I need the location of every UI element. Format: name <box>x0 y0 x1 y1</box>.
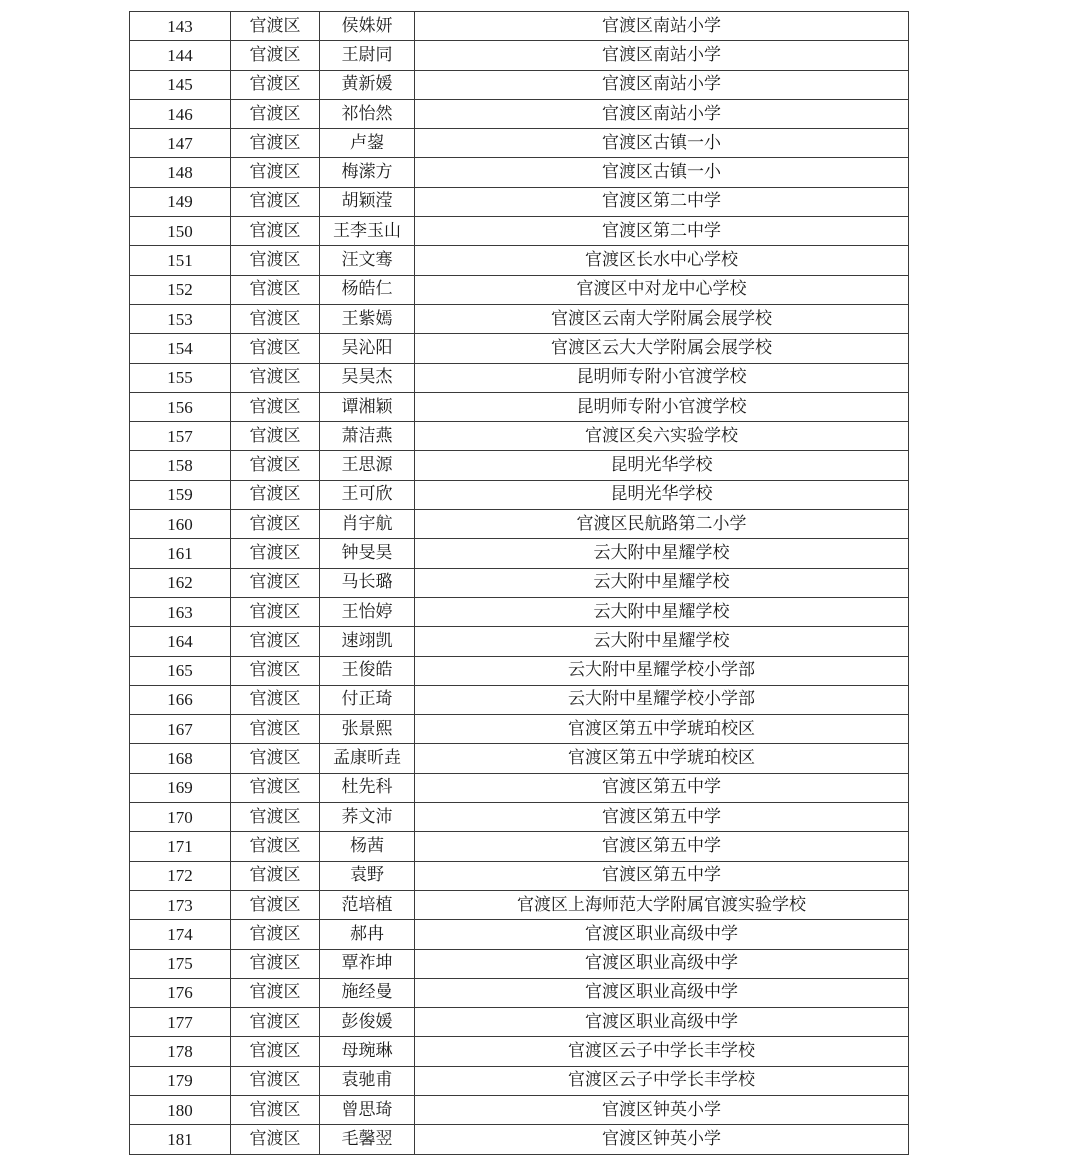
school-cell: 官渡区中对龙中心学校 <box>415 275 909 304</box>
district-cell: 官渡区 <box>231 392 320 421</box>
school-cell: 官渡区职业高级中学 <box>415 978 909 1007</box>
serial-number-cell: 163 <box>130 597 231 626</box>
school-cell: 官渡区民航路第二小学 <box>415 510 909 539</box>
district-cell: 官渡区 <box>231 510 320 539</box>
serial-number-cell: 156 <box>130 392 231 421</box>
serial-number-cell: 171 <box>130 832 231 861</box>
school-cell: 昆明师专附小官渡学校 <box>415 363 909 392</box>
serial-number-cell: 179 <box>130 1066 231 1095</box>
table-row <box>130 41 909 70</box>
school-cell: 官渡区南站小学 <box>415 41 909 70</box>
district-cell: 官渡区 <box>231 920 320 949</box>
student-name-cell: 侯姝妍 <box>320 12 415 41</box>
district-cell: 官渡区 <box>231 41 320 70</box>
table-row <box>130 392 909 421</box>
table-row <box>130 715 909 744</box>
district-cell: 官渡区 <box>231 70 320 99</box>
table-row <box>130 1125 909 1154</box>
school-cell: 官渡区古镇一小 <box>415 129 909 158</box>
serial-number-cell: 153 <box>130 304 231 333</box>
serial-number-cell: 146 <box>130 99 231 128</box>
school-cell: 官渡区第二中学 <box>415 187 909 216</box>
district-cell: 官渡区 <box>231 832 320 861</box>
student-name-cell: 卢鋆 <box>320 129 415 158</box>
table-row <box>130 12 909 41</box>
student-name-cell: 萧洁燕 <box>320 422 415 451</box>
district-cell: 官渡区 <box>231 1095 320 1124</box>
student-name-cell: 黄新媛 <box>320 70 415 99</box>
serial-number-cell: 147 <box>130 129 231 158</box>
table-row <box>130 539 909 568</box>
school-cell: 官渡区钟英小学 <box>415 1125 909 1154</box>
student-name-cell: 梅潆方 <box>320 158 415 187</box>
student-name-cell: 胡颖滢 <box>320 187 415 216</box>
serial-number-cell: 159 <box>130 480 231 509</box>
serial-number-cell: 149 <box>130 187 231 216</box>
table-row <box>130 70 909 99</box>
student-name-cell: 付正琦 <box>320 685 415 714</box>
student-name-cell: 肖宇航 <box>320 510 415 539</box>
student-name-cell: 母琬琳 <box>320 1037 415 1066</box>
school-cell: 官渡区第五中学 <box>415 803 909 832</box>
serial-number-cell: 154 <box>130 334 231 363</box>
district-cell: 官渡区 <box>231 187 320 216</box>
serial-number-cell: 174 <box>130 920 231 949</box>
district-cell: 官渡区 <box>231 1037 320 1066</box>
district-cell: 官渡区 <box>231 480 320 509</box>
school-cell: 昆明师专附小官渡学校 <box>415 392 909 421</box>
table-row <box>130 510 909 539</box>
school-cell: 官渡区上海师范大学附属官渡实验学校 <box>415 890 909 919</box>
serial-number-cell: 152 <box>130 275 231 304</box>
district-cell: 官渡区 <box>231 685 320 714</box>
student-name-cell: 王思源 <box>320 451 415 480</box>
school-cell: 官渡区第五中学琥珀校区 <box>415 744 909 773</box>
serial-number-cell: 176 <box>130 978 231 1007</box>
table-row <box>130 275 909 304</box>
district-cell: 官渡区 <box>231 217 320 246</box>
serial-number-cell: 145 <box>130 70 231 99</box>
serial-number-cell: 143 <box>130 12 231 41</box>
school-cell: 官渡区第五中学 <box>415 832 909 861</box>
serial-number-cell: 158 <box>130 451 231 480</box>
serial-number-cell: 155 <box>130 363 231 392</box>
school-cell: 官渡区南站小学 <box>415 70 909 99</box>
district-cell: 官渡区 <box>231 978 320 1007</box>
table-row <box>130 803 909 832</box>
serial-number-cell: 181 <box>130 1125 231 1154</box>
school-cell: 官渡区第二中学 <box>415 217 909 246</box>
district-cell: 官渡区 <box>231 246 320 275</box>
serial-number-cell: 169 <box>130 773 231 802</box>
school-cell: 云大附中星耀学校 <box>415 568 909 597</box>
table-row <box>130 568 909 597</box>
table-row <box>130 1037 909 1066</box>
student-name-cell: 施经曼 <box>320 978 415 1007</box>
district-cell: 官渡区 <box>231 656 320 685</box>
table-row <box>130 246 909 275</box>
table-row <box>130 978 909 1007</box>
serial-number-cell: 177 <box>130 1008 231 1037</box>
district-cell: 官渡区 <box>231 890 320 919</box>
table-row <box>130 99 909 128</box>
table-row <box>130 949 909 978</box>
student-name-cell: 袁驰甫 <box>320 1066 415 1095</box>
table-row <box>130 627 909 656</box>
district-cell: 官渡区 <box>231 744 320 773</box>
school-cell: 官渡区第五中学琥珀校区 <box>415 715 909 744</box>
school-cell: 官渡区南站小学 <box>415 99 909 128</box>
student-name-cell: 祁怡然 <box>320 99 415 128</box>
table-row <box>130 773 909 802</box>
school-cell: 官渡区南站小学 <box>415 12 909 41</box>
district-cell: 官渡区 <box>231 568 320 597</box>
school-cell: 云大附中星耀学校小学部 <box>415 656 909 685</box>
serial-number-cell: 178 <box>130 1037 231 1066</box>
table-row <box>130 334 909 363</box>
district-cell: 官渡区 <box>231 949 320 978</box>
serial-number-cell: 160 <box>130 510 231 539</box>
school-cell: 云大附中星耀学校 <box>415 597 909 626</box>
student-name-cell: 钟旻昊 <box>320 539 415 568</box>
table-row <box>130 1066 909 1095</box>
student-name-cell: 吴昊杰 <box>320 363 415 392</box>
table-row <box>130 129 909 158</box>
school-cell: 官渡区第五中学 <box>415 773 909 802</box>
school-cell: 官渡区矣六实验学校 <box>415 422 909 451</box>
student-name-cell: 王怡婷 <box>320 597 415 626</box>
student-name-cell: 郝冉 <box>320 920 415 949</box>
student-name-cell: 王俊皓 <box>320 656 415 685</box>
student-name-cell: 曾思琦 <box>320 1095 415 1124</box>
serial-number-cell: 168 <box>130 744 231 773</box>
district-cell: 官渡区 <box>231 861 320 890</box>
table-row <box>130 158 909 187</box>
district-cell: 官渡区 <box>231 627 320 656</box>
table-row <box>130 861 909 890</box>
table-row <box>130 890 909 919</box>
district-cell: 官渡区 <box>231 597 320 626</box>
school-cell: 官渡区云南大学附属会展学校 <box>415 304 909 333</box>
district-cell: 官渡区 <box>231 334 320 363</box>
serial-number-cell: 175 <box>130 949 231 978</box>
table-row <box>130 920 909 949</box>
serial-number-cell: 144 <box>130 41 231 70</box>
table-row <box>130 422 909 451</box>
table-row <box>130 480 909 509</box>
school-cell: 官渡区职业高级中学 <box>415 920 909 949</box>
school-cell: 官渡区职业高级中学 <box>415 949 909 978</box>
student-name-cell: 吴沁阳 <box>320 334 415 363</box>
student-name-cell: 杜先科 <box>320 773 415 802</box>
table-row <box>130 685 909 714</box>
school-cell: 官渡区云子中学长丰学校 <box>415 1066 909 1095</box>
school-cell: 官渡区职业高级中学 <box>415 1008 909 1037</box>
table-row <box>130 451 909 480</box>
serial-number-cell: 165 <box>130 656 231 685</box>
district-cell: 官渡区 <box>231 803 320 832</box>
school-cell: 官渡区云大大学附属会展学校 <box>415 334 909 363</box>
district-cell: 官渡区 <box>231 129 320 158</box>
school-cell: 昆明光华学校 <box>415 451 909 480</box>
student-name-cell: 覃祚坤 <box>320 949 415 978</box>
district-cell: 官渡区 <box>231 1125 320 1154</box>
district-cell: 官渡区 <box>231 422 320 451</box>
school-cell: 官渡区第五中学 <box>415 861 909 890</box>
serial-number-cell: 170 <box>130 803 231 832</box>
serial-number-cell: 164 <box>130 627 231 656</box>
school-cell: 官渡区古镇一小 <box>415 158 909 187</box>
student-name-cell: 汪文骞 <box>320 246 415 275</box>
roster-body <box>130 12 909 1155</box>
district-cell: 官渡区 <box>231 304 320 333</box>
school-cell: 官渡区长水中心学校 <box>415 246 909 275</box>
student-name-cell: 张景熙 <box>320 715 415 744</box>
serial-number-cell: 167 <box>130 715 231 744</box>
school-cell: 官渡区钟英小学 <box>415 1095 909 1124</box>
school-cell: 云大附中星耀学校小学部 <box>415 685 909 714</box>
student-name-cell: 范培植 <box>320 890 415 919</box>
table-row <box>130 217 909 246</box>
district-cell: 官渡区 <box>231 99 320 128</box>
district-cell: 官渡区 <box>231 1066 320 1095</box>
student-name-cell: 彭俊媛 <box>320 1008 415 1037</box>
student-name-cell: 王尉同 <box>320 41 415 70</box>
table-row <box>130 832 909 861</box>
student-name-cell: 杨皓仁 <box>320 275 415 304</box>
serial-number-cell: 148 <box>130 158 231 187</box>
district-cell: 官渡区 <box>231 715 320 744</box>
table-row <box>130 597 909 626</box>
district-cell: 官渡区 <box>231 451 320 480</box>
district-cell: 官渡区 <box>231 1008 320 1037</box>
student-name-cell: 王可欣 <box>320 480 415 509</box>
student-name-cell: 荞文沛 <box>320 803 415 832</box>
serial-number-cell: 162 <box>130 568 231 597</box>
serial-number-cell: 151 <box>130 246 231 275</box>
table-row <box>130 1095 909 1124</box>
district-cell: 官渡区 <box>231 158 320 187</box>
school-cell: 云大附中星耀学校 <box>415 627 909 656</box>
student-name-cell: 速翊凯 <box>320 627 415 656</box>
student-name-cell: 杨茜 <box>320 832 415 861</box>
serial-number-cell: 161 <box>130 539 231 568</box>
student-name-cell: 马长璐 <box>320 568 415 597</box>
district-cell: 官渡区 <box>231 275 320 304</box>
school-cell: 官渡区云子中学长丰学校 <box>415 1037 909 1066</box>
serial-number-cell: 173 <box>130 890 231 919</box>
student-name-cell: 袁野 <box>320 861 415 890</box>
serial-number-cell: 180 <box>130 1095 231 1124</box>
school-cell: 云大附中星耀学校 <box>415 539 909 568</box>
table-row <box>130 1008 909 1037</box>
student-roster-table <box>129 11 909 1155</box>
student-name-cell: 王李玉山 <box>320 217 415 246</box>
district-cell: 官渡区 <box>231 12 320 41</box>
serial-number-cell: 157 <box>130 422 231 451</box>
table-row <box>130 744 909 773</box>
student-name-cell: 孟康昕垚 <box>320 744 415 773</box>
district-cell: 官渡区 <box>231 773 320 802</box>
school-cell: 昆明光华学校 <box>415 480 909 509</box>
serial-number-cell: 166 <box>130 685 231 714</box>
district-cell: 官渡区 <box>231 539 320 568</box>
student-name-cell: 毛馨翌 <box>320 1125 415 1154</box>
table-row <box>130 656 909 685</box>
table-row <box>130 304 909 333</box>
serial-number-cell: 172 <box>130 861 231 890</box>
student-name-cell: 谭湘颖 <box>320 392 415 421</box>
serial-number-cell: 150 <box>130 217 231 246</box>
student-name-cell: 王紫嫣 <box>320 304 415 333</box>
table-row <box>130 363 909 392</box>
district-cell: 官渡区 <box>231 363 320 392</box>
table-row <box>130 187 909 216</box>
